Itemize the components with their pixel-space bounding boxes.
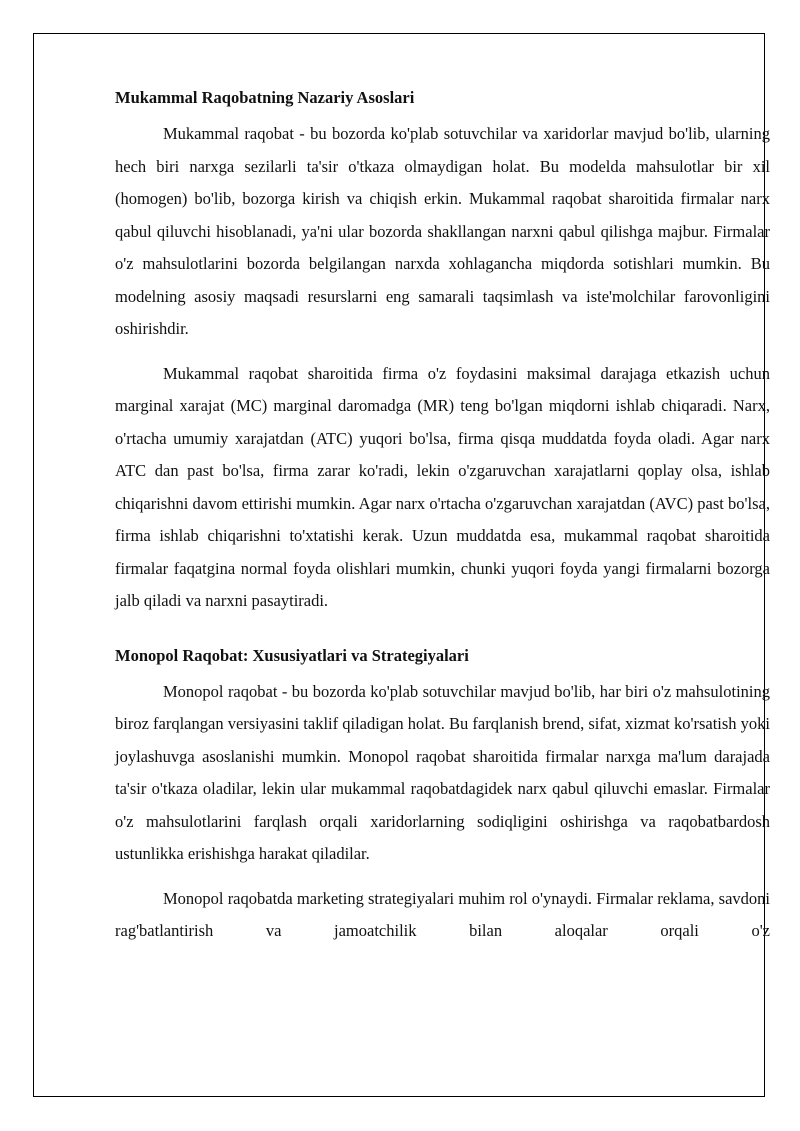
paragraph: Monopol raqobat - bu bozorda ko'plab sotuvchilar mavjud bo'lib, har biri o'z mahsulotining biroz farqlangan versiyasini taklif qiladigan holat. Bu farqlanish brend, sifat, xizmat ko'rsatish yoki joylashuvga asoslanishi mumkin. Monopol raqobat sharoitida firmalar narxga ma'lum darajada ta'sir o'tkaza oladilar, lekin ular mukammal raqobatdagidek narx qabul qiluvchi emaslar. Firmalar o'z mahsulotlarini farqlash orqali xaridorlarning sodiqligini oshirishga va raqobatbardosh ustunlikka erishishga harakat qiladilar. [115, 681, 771, 863]
paragraph: Monopol raqobatda marketing strategiyalari muhim rol o'ynaydi. Firmalar reklama, savdoni rag'batlantirish va jamoatchilik bilan aloqalar orqali o'z [115, 888, 770, 940]
section-monopolistic-competition [115, 632, 770, 948]
paragraph: Mukammal raqobat - bu bozorda ko'plab sotuvchilar va xaridorlar mavjud bo'lib, ularning hech biri narxga sezilarli ta'sir o'tkaza olmaydigan holat. Bu modelda mahsulotlar bir xil (homogen) bo'lib, bozorga kirish va chiqish erkin. Mukammal raqobat sharoitida firmalar narx qabul qiluvchi hisoblanadi, ya'ni ular bozorda shakllangan narxni qabul qilishga majbur. Firmalar o'z mahsulotlarini bozorda belgilangan narxda xohlagancha miqdorda sotishlari mumkin. Bu modelning asosiy maqsadi resurslarni eng samarali taqsimlash va iste'molchilar farovonligini oshirishdir. [115, 124, 770, 338]
section-heading: Mukammal Raqobatning Nazariy Asoslari [115, 88, 415, 107]
section-perfect-competition [115, 86, 770, 618]
document-body [115, 86, 770, 948]
paragraph: Mukammal raqobat sharoitida firma o'z foydasini maksimal darajaga etkazish uchun marginal xarajat (MC) marginal daromadga (MR) teng bo'lgan miqdorni ishlab chiqaradi. Narx, o'rtacha umumiy xarajatdan (ATC) yuqori bo'lsa, firma qisqa muddatda foyda oladi. Agar narx ATC dan past bo'lsa, firma zarar ko'radi, lekin o'zgaruvchan xarajatlarni qoplay olsa, ishlab chiqarishni davom ettirishi mumkin. Agar narx o'rtacha o'zgaruvchan xarajatdan (AVC) past bo'lsa, firma ishlab chiqarishni to'xtatishi kerak. Uzun muddatda esa, mukammal raqobat sharoitida firmalar faqatgina normal foyda olishlari mumkin, chunki yuqori foyda yangi firmalarni bozorga jalb qiladi va narxni pasaytiradi. [115, 363, 770, 610]
section-heading: Monopol Raqobat: Xususiyatlari va Strategiyalari [115, 645, 469, 665]
